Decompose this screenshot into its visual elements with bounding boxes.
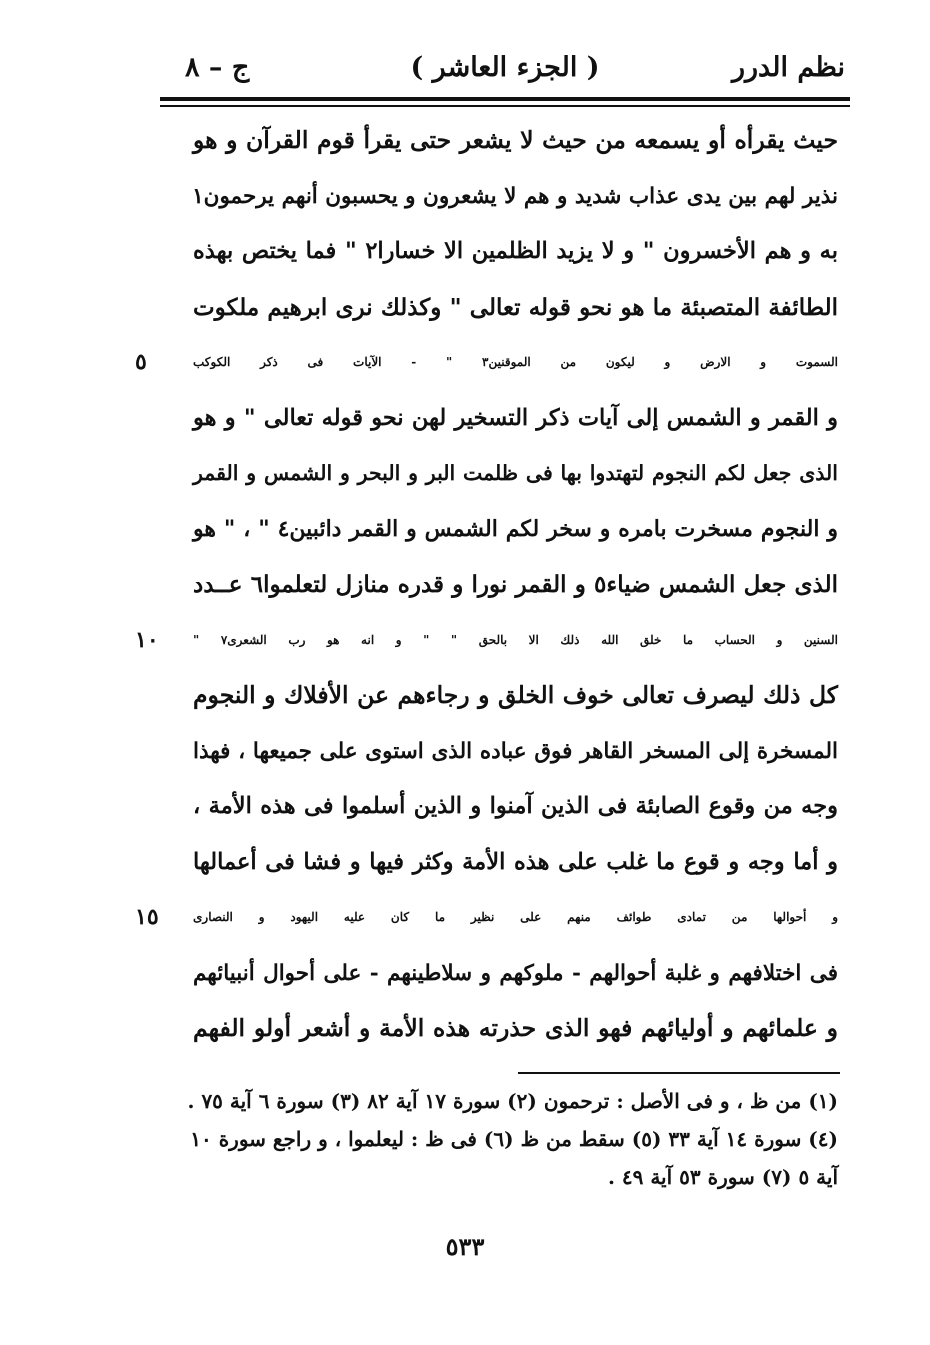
line-number: ١٠ xyxy=(135,626,159,653)
part-title: ( الجزء العاشر ) xyxy=(410,52,600,83)
line-text: الطائفة المتصبئة ما هو نحو قوله تعالى " وكذلك نرى ابرهيم ملكوت xyxy=(193,293,838,321)
footnote-rule xyxy=(518,1072,840,1074)
text-line xyxy=(193,835,838,891)
text-line xyxy=(193,502,838,558)
text-line xyxy=(193,113,838,169)
text-line xyxy=(193,557,838,613)
text-line xyxy=(193,280,838,336)
line-text: وجه من وقوع الصابئة فى الذين آمنوا و الذين أسلموا فى هذه الأمة ، xyxy=(193,793,838,819)
line-number: ١٥ xyxy=(135,904,159,930)
line-text: المسخرة إلى المسخر القاهر فوق عباده الذى استوى على جميعها ، فهذا xyxy=(193,738,838,764)
line-text: فى اختلافهم و غلبة أحوالهم - ملوكهم و سلاطينهم - على أحوال أنبيائهم xyxy=(193,960,838,986)
page-number: ٥٣٣ xyxy=(445,1232,485,1261)
header-rule-thick xyxy=(160,97,850,101)
text-line xyxy=(193,668,838,724)
line-text: الذى جعل لكم النجوم لتهتدوا بها فى ظلمت البر و البحر و الشمس و القمر xyxy=(193,461,838,485)
main-text xyxy=(135,113,838,1057)
line-text: السموت و الارض و ليكون من الموقنين٣ " - الآيات فى ذكر الكوكب xyxy=(193,355,838,369)
header-rule-thin xyxy=(160,105,850,107)
line-text: حيث يقرأه أو يسمعه من حيث لا يشعر حتى يقرأ قوم القرآن و هو xyxy=(193,126,838,154)
text-line xyxy=(193,224,838,280)
line-text: الذى جعل الشمس ضياء٥ و القمر نورا و قدره منازل لتعلموا٦ عــدد xyxy=(193,571,838,598)
page-header xyxy=(165,52,845,96)
line-text: و علمائهم و أوليائهم فهو الذى حذرته هذه الأمة و أشعر أولو الفهم xyxy=(193,1014,838,1042)
text-line xyxy=(193,446,838,502)
text-line xyxy=(193,1001,838,1057)
footnotes xyxy=(188,1082,838,1196)
book-title: نظم الدرر xyxy=(731,52,845,83)
line-text: السنين و الحساب ما خلق الله ذلك الا بالحق " " و انه هو رب الشعرى٧ " xyxy=(193,632,838,647)
text-line xyxy=(193,391,838,447)
footnote-line: (١) من ظ ، و فى الأصل : ترحمون (٢) سورة ١٧ آية ٨٢ (٣) سورة ٦ آية ٧٥ . xyxy=(187,1089,838,1113)
line-text: كل ذلك ليصرف تعالى خوف الخلق و رجاءهم عن الأفلاك و النجوم xyxy=(193,681,838,709)
text-line xyxy=(193,779,838,835)
line-text: و القمر و الشمس إلى آيات ذكر التسخير لهن نحو قوله تعالى " و هو xyxy=(193,404,838,431)
line-text: و النجوم مسخرت بامره و سخر لكم الشمس و القمر دائبين٤ " ، " هو xyxy=(193,515,838,542)
text-line xyxy=(135,890,838,946)
volume-label: ج – ٨ xyxy=(185,52,250,83)
text-line xyxy=(193,169,838,225)
footnote-line: (٤) سورة ١٤ آية ٣٣ (٥) سقط من ظ (٦) فى ظ : ليعلموا ، و راجع سورة ١٠ xyxy=(190,1127,838,1151)
line-number: ٥ xyxy=(135,349,147,375)
text-line xyxy=(135,613,838,669)
line-text: و أحوالها من تمادى طوائف منهم على نظير ما كان عليه اليهود و النصارى xyxy=(193,910,838,924)
line-text: نذير لهم بين يدى عذاب شديد و هم لا يشعرون و يحسبون أنهم يرحمون١ xyxy=(192,183,838,209)
text-line xyxy=(193,946,838,1002)
footnote-line: آية ٥ (٧) سورة ٥٣ آية ٤٩ . xyxy=(607,1165,838,1189)
line-text: به و هم الأخسرون " و لا يزيد الظلمين الا خسارا٢ " فما يختص بهذه xyxy=(193,238,838,264)
text-line xyxy=(193,724,838,780)
text-line xyxy=(135,335,838,391)
line-text: و أما وجه و قوع ما غلب على هذه الأمة وكثر فيها و فشا فى أعمالها xyxy=(193,848,838,875)
